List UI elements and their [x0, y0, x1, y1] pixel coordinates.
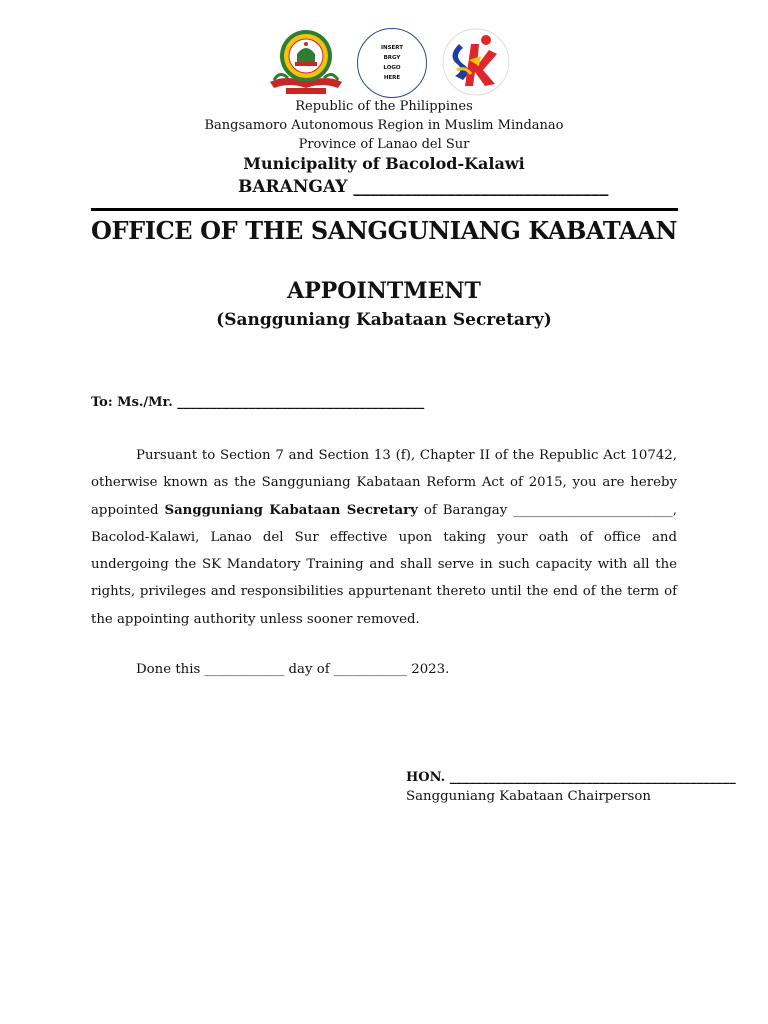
- header-municipality: Municipality of Bacolod-Kalawi: [243, 154, 525, 173]
- header-divider: [91, 208, 678, 211]
- done-line: Done this ____________ day of ___________ 2023.: [136, 662, 450, 677]
- header-line-province: Province of Lanao del Sur: [298, 137, 470, 152]
- barangay-logo-placeholder: [357, 28, 427, 98]
- body-text-part2: of Barangay ________________________, Bacolod-Kalawi, Lanao del Sur effective upon taking your oath of office and undergoing the SK Mandatory Training and shall serve in such capacity with all the rights, privileges and responsibilities appurtenant thereto until the end of the term of the appointing authority unless sooner removed.: [91, 502, 677, 627]
- logo-placeholder-line: BRGY: [383, 55, 401, 61]
- body-text-part1: Pursuant to Section 7 and Section 13 (f), Chapter II of the Republic Act 10742, otherwise known as the Sangguniang Kabataan Reform Act of 2015, you are hereby appointed: [91, 448, 677, 518]
- office-title: OFFICE OF THE SANGGUNIANG KABATAAN: [90, 216, 678, 245]
- municipal-seal-icon: [266, 26, 346, 100]
- header-barangay: BARANGAY ______________________________: [238, 177, 609, 197]
- logo-placeholder-line: INSERT: [380, 45, 404, 51]
- body-position: Sangguniang Kabataan Secretary: [164, 502, 418, 518]
- document-subtitle: (Sangguniang Kabataan Secretary): [216, 310, 552, 330]
- addressee-line: To: Ms./Mr. ______________________________________: [91, 395, 425, 410]
- document-title: APPOINTMENT: [287, 278, 481, 304]
- logo-placeholder-line: LOGO: [383, 65, 401, 71]
- signatory-name-line: HON. ____________________________________________: [406, 770, 736, 785]
- header-line-region: Bangsamoro Autonomous Region in Muslim Mindanao: [204, 118, 564, 133]
- sk-logo-icon: [441, 26, 511, 98]
- logo-placeholder-line: HERE: [383, 75, 401, 81]
- signatory-title: Sangguniang Kabataan Chairperson: [406, 789, 651, 804]
- header-line-republic: Republic of the Philippines: [295, 99, 473, 114]
- body-paragraph: [91, 442, 677, 633]
